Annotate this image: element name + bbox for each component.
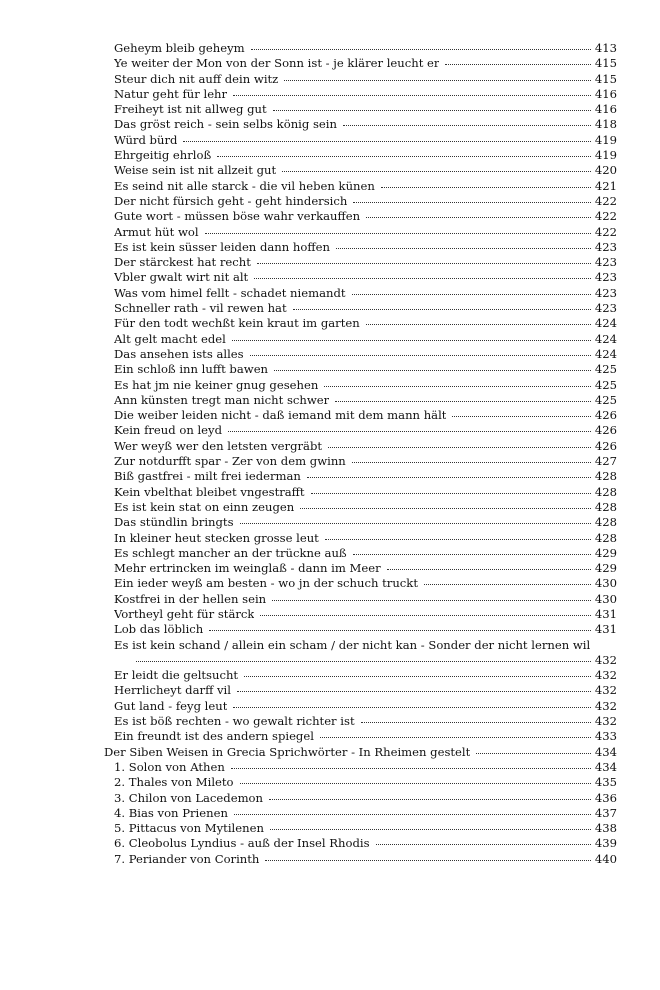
toc-entry-title: Steur dich nit auff dein witz — [114, 71, 279, 86]
toc-entry[interactable] — [104, 286, 617, 301]
dot-leader — [335, 401, 591, 402]
toc-entry-page: 426 — [594, 408, 617, 423]
toc-entry-page: 432 — [594, 652, 617, 667]
toc-entry[interactable] — [104, 362, 617, 377]
dot-leader — [254, 278, 591, 279]
dot-leader — [240, 783, 591, 784]
toc-entry[interactable] — [104, 791, 617, 806]
toc-entry-page: 430 — [594, 576, 617, 591]
toc-entry-title: Vbler gwalt wirt nit alt — [114, 270, 249, 285]
toc-entry[interactable] — [104, 821, 617, 836]
toc-entry-page: 428 — [594, 484, 617, 499]
dot-leader — [240, 523, 591, 524]
toc-entry-title: Es ist kein stat on einn zeugen — [114, 499, 295, 514]
toc-entry-page: 429 — [594, 561, 617, 576]
toc-entry-page: 423 — [594, 239, 617, 254]
toc-entry-page: 423 — [594, 285, 617, 300]
toc-entry-title: Kein freud on leyd — [114, 423, 223, 438]
toc-entry-title: Armut hüt wol — [114, 224, 199, 239]
toc-entry[interactable] — [104, 194, 617, 209]
toc-entry-page: 431 — [594, 622, 617, 637]
toc-entry-page: 421 — [594, 178, 617, 193]
toc-entry[interactable] — [104, 209, 617, 224]
toc-entry-page: 419 — [594, 132, 617, 147]
toc-entry-page: 424 — [594, 331, 617, 346]
toc-entry-page: 434 — [594, 759, 617, 774]
dot-leader — [273, 110, 591, 111]
dot-leader — [311, 493, 591, 494]
toc-entry-title: Biß gastfrei - milt frei iederman — [114, 469, 301, 484]
toc-entry-title: Ehrgeitig ehrloß — [114, 148, 212, 163]
toc-entry-title: Was vom himel fellt - schadet niemandt — [114, 285, 346, 300]
toc-entry[interactable] — [104, 56, 617, 71]
dot-leader — [366, 217, 591, 218]
toc-entry[interactable] — [104, 607, 617, 622]
toc-entry-page: 422 — [594, 193, 617, 208]
toc-entry[interactable] — [104, 699, 617, 714]
dot-leader — [361, 722, 591, 723]
toc-entry-title: 1. Solon von Athen — [114, 759, 225, 774]
dot-leader — [250, 355, 591, 356]
toc-entry[interactable] — [104, 485, 617, 500]
toc-entry-page: 428 — [594, 530, 617, 545]
dot-leader — [205, 233, 591, 234]
toc-entry-page: 428 — [594, 469, 617, 484]
toc-entry-page: 420 — [594, 163, 617, 178]
dot-leader — [228, 431, 591, 432]
dot-leader — [376, 844, 591, 845]
dot-leader — [352, 294, 591, 295]
toc-entry-title: 4. Bias von Prienen — [114, 805, 228, 820]
toc-entry-title: Es ist kein süsser leiden dann hoffen — [114, 239, 330, 254]
toc-entry-title: Er leidt die geltsucht — [114, 668, 239, 683]
toc-entry[interactable] — [104, 102, 617, 117]
dot-leader — [234, 814, 591, 815]
toc-entry-title: Alt gelt macht edel — [114, 331, 226, 346]
toc-entry-page: 432 — [594, 698, 617, 713]
toc-entry-title: Kein vbelthat bleibet vngestrafft — [114, 484, 305, 499]
toc-entry[interactable] — [104, 87, 617, 102]
dot-leader — [300, 508, 591, 509]
dot-leader — [209, 630, 591, 631]
toc-entry-title: Mehr ertrincken im weinglaß - dann im Meer — [114, 561, 381, 576]
toc-entry-page: 436 — [594, 790, 617, 805]
dot-leader — [265, 860, 590, 861]
dot-leader — [231, 768, 591, 769]
toc-entry[interactable] — [104, 225, 617, 240]
toc-entry-title: Der nicht fürsich geht - geht hindersich — [114, 193, 348, 208]
toc-entry[interactable] — [104, 133, 617, 148]
dot-leader — [445, 64, 590, 65]
dot-leader — [136, 661, 591, 662]
toc-entry[interactable] — [104, 439, 617, 454]
toc-entry[interactable] — [104, 240, 617, 255]
toc-entry[interactable] — [104, 454, 617, 469]
toc-entry-title: Vortheyl geht für stärck — [114, 606, 255, 621]
dot-leader — [244, 676, 591, 677]
toc-entry[interactable] — [104, 576, 617, 591]
toc-entry[interactable] — [104, 41, 617, 56]
toc-entry-page: 424 — [594, 346, 617, 361]
toc-entry[interactable] — [104, 729, 617, 744]
toc-entry[interactable] — [104, 836, 617, 851]
toc-entry[interactable] — [104, 347, 617, 362]
toc-entry-title: Natur geht für lehr — [114, 86, 228, 101]
toc-entry-title: Es schlegt mancher an der trückne auß — [114, 545, 347, 560]
toc-entry-title: Ye weiter der Mon von der Sonn ist - je klärer leucht er — [114, 56, 440, 71]
toc-entry[interactable] — [104, 561, 617, 576]
toc-entry-title: Es seind nit alle starck - die vil heben künen — [114, 178, 375, 193]
toc-entry-title: Ein freundt ist des andern spiegel — [114, 729, 314, 744]
toc-entry-title: 7. Periander von Corinth — [114, 851, 260, 866]
dot-leader — [269, 799, 591, 800]
toc-entry-page: 423 — [594, 255, 617, 270]
toc-entry-page: 428 — [594, 515, 617, 530]
toc-entry-page: 432 — [594, 668, 617, 683]
dot-leader — [366, 324, 591, 325]
toc-entry-page: 415 — [594, 56, 617, 71]
dot-leader — [336, 248, 591, 249]
toc-entry[interactable] — [104, 638, 617, 669]
dot-leader — [270, 829, 591, 830]
toc-entry-title: Das ansehen ists alles — [114, 346, 244, 361]
toc-entry-title: Es ist kein schand / allein ein scham / der nicht kan - Sonder der nicht lernen wil — [114, 637, 591, 652]
toc-entry-title: Wer weyß wer den letsten vergräbt — [114, 438, 323, 453]
toc-entry[interactable] — [104, 117, 617, 132]
toc-entry-page: 423 — [594, 301, 617, 316]
toc-entry-page: 429 — [594, 545, 617, 560]
dot-leader — [233, 707, 590, 708]
dot-leader — [325, 539, 591, 540]
toc-entry[interactable] — [104, 316, 617, 331]
toc-entry[interactable] — [104, 408, 617, 423]
toc-entry[interactable] — [104, 301, 617, 316]
toc-entry-page: 426 — [594, 423, 617, 438]
toc-entry-title: Würd bürd — [114, 132, 178, 147]
table-of-contents — [104, 41, 617, 867]
toc-entry-title: 5. Pittacus von Mytilenen — [114, 821, 264, 836]
dot-leader — [260, 615, 590, 616]
toc-entry-page: 435 — [594, 775, 617, 790]
toc-entry-title: Für den todt wechßt kein kraut im garten — [114, 316, 360, 331]
toc-entry[interactable] — [104, 332, 617, 347]
dot-leader — [293, 309, 591, 310]
toc-entry-title: Kostfrei in der hellen sein — [114, 591, 267, 606]
dot-leader — [217, 156, 591, 157]
toc-entry[interactable] — [104, 179, 617, 194]
dot-leader — [232, 340, 591, 341]
toc-entry[interactable] — [104, 255, 617, 270]
toc-entry-page: 432 — [594, 683, 617, 698]
dot-leader — [282, 171, 591, 172]
toc-entry[interactable] — [104, 592, 617, 607]
toc-entry-page: 422 — [594, 209, 617, 224]
toc-entry-title: Das gröst reich - sein selbs könig sein — [114, 117, 337, 132]
toc-entry-title: 6. Cleobolus Lyndius - auß der Insel Rhodis — [114, 836, 370, 851]
dot-leader — [352, 462, 591, 463]
toc-entry[interactable] — [104, 393, 617, 408]
toc-entry-title: Ein ieder weyß am besten - wo jn der schuch truckt — [114, 576, 418, 591]
toc-entry-title: Der Siben Weisen in Grecia Sprichwörter - In Rheimen gestelt — [104, 744, 471, 759]
toc-entry-title: Die weiber leiden nicht - daß iemand mit dem mann hält — [114, 408, 447, 423]
toc-entry-page: 425 — [594, 362, 617, 377]
toc-entry[interactable] — [104, 852, 617, 867]
toc-entry-page: 422 — [594, 224, 617, 239]
toc-entry-title: Gute wort - müssen böse wahr verkauffen — [114, 209, 361, 224]
toc-entry[interactable] — [104, 515, 617, 530]
toc-entry-page: 430 — [594, 591, 617, 606]
toc-entry-title: Zur notdurfft spar - Zer von dem gwinn — [114, 454, 346, 469]
toc-entry[interactable] — [104, 760, 617, 775]
dot-leader — [233, 95, 591, 96]
toc-entry[interactable] — [104, 668, 617, 683]
toc-entry-title: Schneller rath - vil rewen hat — [114, 301, 287, 316]
toc-entry-page: 424 — [594, 316, 617, 331]
dot-leader — [183, 141, 590, 142]
dot-leader — [328, 447, 591, 448]
dot-leader — [284, 80, 591, 81]
toc-entry-page: 434 — [594, 744, 617, 759]
toc-entry-page: 437 — [594, 805, 617, 820]
dot-leader — [251, 49, 591, 50]
toc-entry-page: 439 — [594, 836, 617, 851]
toc-entry[interactable] — [104, 500, 617, 515]
toc-entry-page: 427 — [594, 454, 617, 469]
dot-leader — [257, 263, 591, 264]
dot-leader — [452, 416, 590, 417]
toc-entry[interactable] — [104, 72, 617, 87]
toc-entry-title: Es ist böß rechten - wo gewalt richter ist — [114, 714, 355, 729]
dot-leader — [353, 202, 591, 203]
dot-leader — [320, 737, 591, 738]
toc-entry[interactable] — [104, 683, 617, 698]
dot-leader — [307, 477, 591, 478]
toc-entry[interactable] — [104, 714, 617, 729]
toc-entry[interactable] — [104, 546, 617, 561]
toc-entry-page: 431 — [594, 606, 617, 621]
toc-entry-title: Geheym bleib geheym — [114, 41, 245, 55]
toc-entry-title: Weise sein ist nit allzeit gut — [114, 163, 277, 178]
toc-entry-page: 438 — [594, 821, 617, 836]
dot-leader — [476, 753, 591, 754]
toc-entry-page: 419 — [594, 148, 617, 163]
toc-entry-page: 433 — [594, 729, 617, 744]
toc-entry[interactable] — [104, 270, 617, 285]
toc-entry-page: 423 — [594, 270, 617, 285]
dot-leader — [343, 125, 591, 126]
toc-entry[interactable] — [104, 806, 617, 821]
toc-entry-title: Ann künsten tregt man nicht schwer — [114, 392, 330, 407]
toc-entry-title: Freiheyt ist nit allweg gut — [114, 102, 267, 117]
dot-leader — [387, 569, 591, 570]
toc-entry-page: 440 — [594, 851, 617, 866]
toc-entry[interactable] — [104, 531, 617, 546]
dot-leader — [353, 554, 591, 555]
toc-entry-title: In kleiner heut stecken grosse leut — [114, 530, 319, 545]
toc-entry[interactable] — [104, 378, 617, 393]
toc-entry-title: 3. Chilon von Lacedemon — [114, 790, 264, 805]
toc-entry-page: 418 — [594, 117, 617, 132]
toc-entry-title: Es hat jm nie keiner gnug gesehen — [114, 377, 319, 392]
toc-entry-title: 2. Thales von Mileto — [114, 775, 234, 790]
dot-leader — [237, 691, 591, 692]
dot-leader — [381, 187, 591, 188]
toc-entry[interactable] — [104, 148, 617, 163]
toc-entry[interactable] — [104, 469, 617, 484]
dot-leader — [272, 600, 591, 601]
dot-leader — [424, 584, 591, 585]
toc-entry-title: Gut land - feyg leut — [114, 698, 228, 713]
toc-entry-page: 413 — [594, 41, 617, 55]
toc-entry-title: Lob das löblich — [114, 622, 204, 637]
toc-entry-page: 425 — [594, 377, 617, 392]
toc-entry[interactable] — [104, 775, 617, 790]
toc-entry-page: 425 — [594, 392, 617, 407]
toc-entry-page: 428 — [594, 499, 617, 514]
toc-entry[interactable] — [104, 622, 617, 637]
toc-entry-page: 416 — [594, 86, 617, 101]
toc-entry-title: Das stündlin bringts — [114, 515, 234, 530]
toc-entry-page: 415 — [594, 71, 617, 86]
dot-leader — [274, 370, 591, 371]
toc-entry[interactable] — [104, 745, 617, 760]
toc-entry-page: 432 — [594, 714, 617, 729]
toc-entry-title: Herrlicheyt darff vil — [114, 683, 231, 698]
toc-entry-page: 426 — [594, 438, 617, 453]
dot-leader — [324, 386, 591, 387]
toc-entry-title: Ein schloß inn lufft bawen — [114, 362, 269, 377]
toc-entry[interactable] — [104, 163, 617, 178]
toc-entry-page: 416 — [594, 102, 617, 117]
toc-entry[interactable] — [104, 423, 617, 438]
toc-entry-title: Der stärckest hat recht — [114, 255, 251, 270]
